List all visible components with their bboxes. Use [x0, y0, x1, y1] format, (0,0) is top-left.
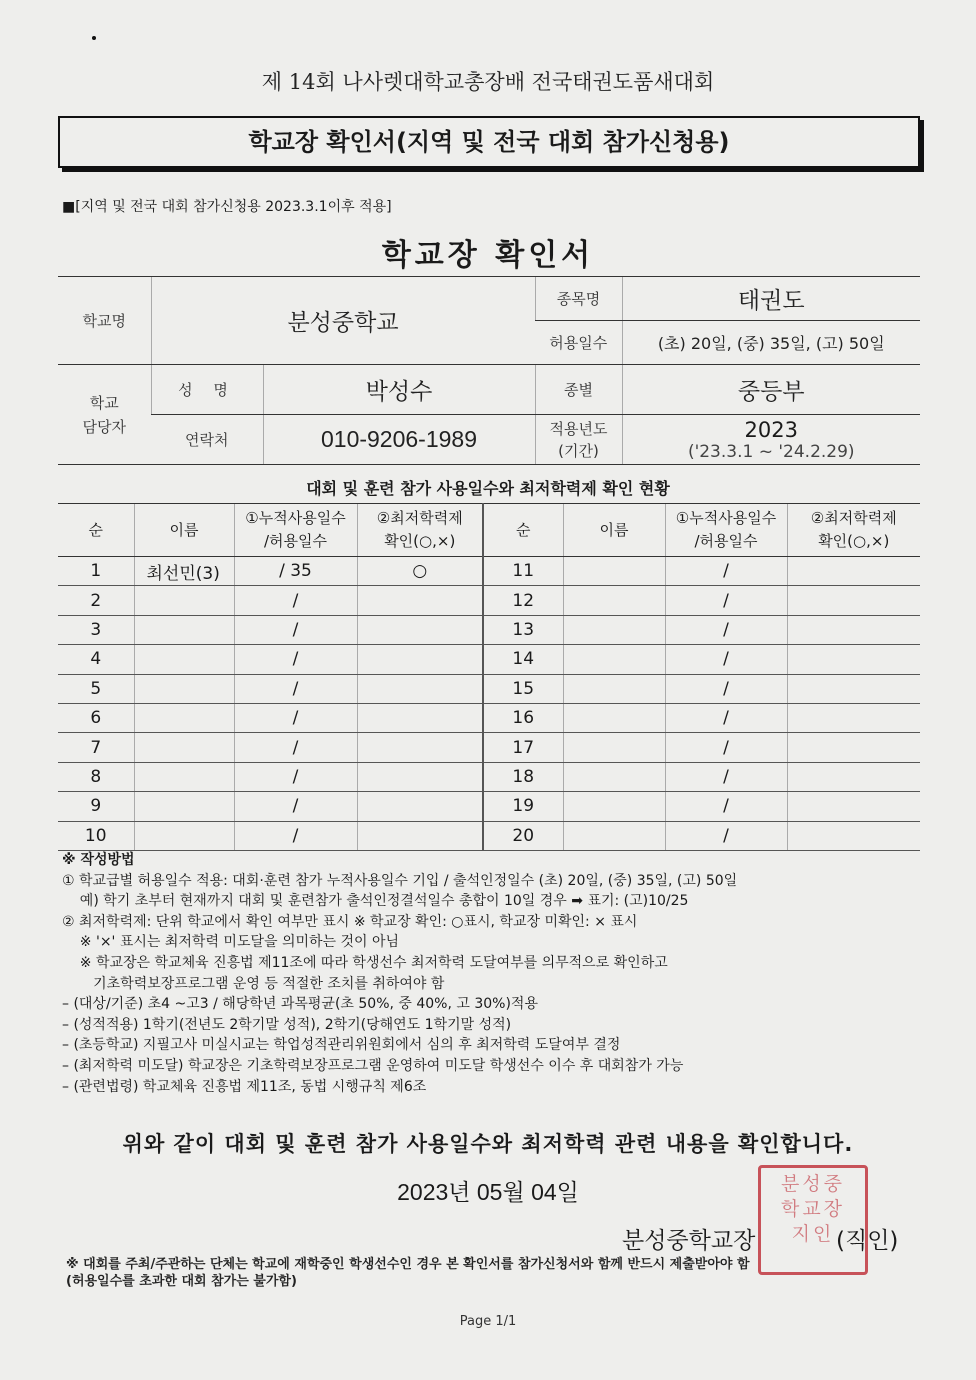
col-name: 이름	[134, 504, 234, 557]
row-name-2	[563, 674, 665, 703]
row-no: 6	[58, 703, 134, 732]
period-value: ('23.3.1 ~ '24.2.29)	[687, 441, 855, 462]
row-no-2: 19	[483, 792, 563, 821]
row-days-2: /	[665, 674, 787, 703]
applicability-note: ■[지역 및 전국 대회 참가신청용 2023.3.1이후 적용]	[62, 199, 392, 215]
school-info-table	[58, 276, 920, 465]
year-value: 2023	[744, 417, 798, 442]
row-no: 8	[58, 762, 134, 791]
row-no-2: 11	[483, 557, 563, 586]
row-days-2: /	[665, 586, 787, 615]
row-name	[134, 792, 234, 821]
instruction-line: – (초등학교) 지필고사 미실시교는 학업성적관리위원회에서 심의 후 최저학력 도달여부 결정	[62, 1037, 621, 1054]
row-name-2	[563, 792, 665, 821]
row-days-2: /	[665, 557, 787, 586]
row-name-2	[563, 733, 665, 762]
submission-footnote: ※ 대회를 주최/주관하는 단체는 학교에 재학중인 학생선수인 경우 본 확인서를 참가신청서와 함께 반드시 제출받아야 함 (허용일수를 초과한 대회 참가는 불가함)	[66, 1257, 750, 1289]
table-row	[58, 674, 920, 703]
row-grade-2	[787, 762, 920, 791]
row-grade	[357, 645, 483, 674]
row-no: 9	[58, 792, 134, 821]
row-name	[134, 821, 234, 850]
row-days: /	[234, 762, 357, 791]
col-no-2: 순	[483, 504, 563, 557]
row-days-2: /	[665, 645, 787, 674]
row-name-2	[563, 821, 665, 850]
row-grade	[357, 821, 483, 850]
col-name-2: 이름	[563, 504, 665, 557]
table-row	[58, 792, 920, 821]
category-label: 종별	[535, 365, 622, 415]
sport-value: 태권도	[622, 277, 920, 321]
row-no-2: 12	[483, 586, 563, 615]
instruction-line: – (대상/기준) 초4 ~고3 / 해당학년 과목평균(초 50%, 중 40%, 고 30%)적용	[62, 996, 538, 1013]
row-days-2: /	[665, 733, 787, 762]
row-days-2: /	[665, 615, 787, 644]
row-days-2: /	[665, 703, 787, 732]
row-no-2: 14	[483, 645, 563, 674]
table-row	[58, 645, 920, 674]
table-row	[58, 821, 920, 850]
official-seal: 분성중 학교장 지인	[758, 1165, 868, 1275]
instruction-line: 예) 학기 초부터 현재까지 대회 및 훈련참가 출석인정결석일수 총합이 10일 경우 ➡ 표기: (고)10/25	[62, 893, 689, 910]
participant-roster-table	[58, 503, 920, 851]
allowed-days-value: (초) 20일, (중) 35일, (고) 50일	[622, 321, 920, 365]
row-no-2: 15	[483, 674, 563, 703]
instruction-line: – (최저학력 미도달) 학교장은 기초학력보장프로그램 운영하여 미도달 학생선수 이수 후 대회참가 가능	[62, 1057, 684, 1074]
row-grade-2	[787, 674, 920, 703]
row-grade-2	[787, 615, 920, 644]
manager-label: 학교 담당자	[58, 365, 151, 465]
instructions-section	[62, 850, 922, 1097]
row-grade	[357, 792, 483, 821]
table-row	[58, 615, 920, 644]
instruction-line: ① 학교급별 허용일수 적용: 대회·훈련 참가 누적사용일수 기입 / 출석인정일수 (초) 20일, (중) 35일, (고) 50일	[62, 872, 738, 889]
row-no-2: 20	[483, 821, 563, 850]
row-no: 7	[58, 733, 134, 762]
row-no: 3	[58, 615, 134, 644]
row-grade-2	[787, 733, 920, 762]
row-no: 1	[58, 557, 134, 586]
school-name-value: 분성중학교	[151, 277, 535, 365]
row-days: /	[234, 792, 357, 821]
issue-date: 2023년 05월 04일	[397, 1179, 579, 1205]
row-name-2	[563, 557, 665, 586]
document-title: 학교장 확인서	[381, 238, 595, 273]
row-grade-2	[787, 703, 920, 732]
row-name-2	[563, 615, 665, 644]
allowed-days-label: 허용일수	[535, 321, 622, 365]
row-no-2: 17	[483, 733, 563, 762]
instruction-line: ※ 학교장은 학교체육 진흥법 제11조에 따라 학생선수 최저학력 도달여부를 의무적으로 확인하고	[62, 954, 668, 971]
school-name-label: 학교명	[58, 277, 151, 365]
row-name	[134, 615, 234, 644]
row-days: / 35	[234, 557, 357, 586]
row-no: 2	[58, 586, 134, 615]
year-cell	[622, 415, 920, 465]
row-no: 4	[58, 645, 134, 674]
row-name: 최선민(3)	[134, 557, 234, 586]
roster-body	[58, 557, 920, 851]
col-grade-2: ②최저학력제 확인(○,×)	[787, 504, 920, 557]
confirmation-statement: 위와 같이 대회 및 훈련 참가 사용일수와 최저학력 관련 내용을 확인합니다.	[122, 1132, 854, 1156]
table-row	[58, 586, 920, 615]
table-row	[58, 762, 920, 791]
instruction-line: 기초학력보장프로그램 운영 등 적절한 조치를 취하여야 함	[62, 975, 445, 992]
manager-name-value: 박성수	[263, 365, 535, 415]
row-grade	[357, 615, 483, 644]
manager-name-label: 성 명	[151, 365, 263, 415]
row-no: 5	[58, 674, 134, 703]
year-label: 적용년도 (기간)	[535, 415, 622, 465]
table-row	[58, 703, 920, 732]
row-name-2	[563, 645, 665, 674]
row-name	[134, 586, 234, 615]
col-no: 순	[58, 504, 134, 557]
col-days-2: ①누적사용일수 /허용일수	[665, 504, 787, 557]
table-row	[58, 733, 920, 762]
row-no-2: 13	[483, 615, 563, 644]
row-days: /	[234, 615, 357, 644]
form-banner: 학교장 확인서(지역 및 전국 대회 참가신청용)	[58, 116, 920, 168]
row-days: /	[234, 645, 357, 674]
principal-signature: 분성중학교장	[622, 1228, 756, 1254]
row-grade	[357, 762, 483, 791]
col-days: ①누적사용일수 /허용일수	[234, 504, 357, 557]
row-grade: ○	[357, 557, 483, 586]
row-days-2: /	[665, 792, 787, 821]
row-grade-2	[787, 821, 920, 850]
row-no: 10	[58, 821, 134, 850]
contact-label: 연락처	[151, 415, 263, 465]
row-days: /	[234, 586, 357, 615]
row-name	[134, 733, 234, 762]
seal-label: (직인)	[836, 1228, 899, 1254]
page-number: Page 1/1	[459, 1314, 517, 1329]
row-grade	[357, 674, 483, 703]
instruction-line: ※ '×' 표시는 최저학력 미도달을 의미하는 것이 아님	[62, 934, 400, 951]
contact-value: 010-9206-1989	[263, 415, 535, 465]
sport-label: 종목명	[535, 277, 622, 321]
row-no-2: 18	[483, 762, 563, 791]
row-name	[134, 703, 234, 732]
row-days-2: /	[665, 821, 787, 850]
row-days: /	[234, 674, 357, 703]
row-grade-2	[787, 792, 920, 821]
row-name-2	[563, 586, 665, 615]
table-row	[58, 557, 920, 586]
row-no-2: 16	[483, 703, 563, 732]
row-grade	[357, 586, 483, 615]
row-grade	[357, 733, 483, 762]
row-grade-2	[787, 645, 920, 674]
row-days: /	[234, 733, 357, 762]
category-value: 중등부	[622, 365, 920, 415]
row-grade-2	[787, 557, 920, 586]
instruction-line: – (성적적용) 1학기(전년도 2학기말 성적), 2학기(당해연도 1학기말 성적)	[62, 1016, 512, 1033]
row-name-2	[563, 703, 665, 732]
row-grade	[357, 703, 483, 732]
col-grade: ②최저학력제 확인(○,×)	[357, 504, 483, 557]
row-name-2	[563, 762, 665, 791]
scan-speck	[92, 36, 96, 40]
row-name	[134, 674, 234, 703]
instruction-line: ② 최저학력제: 단위 학교에서 확인 여부만 표시 ※ 학교장 확인: ○표시, 학교장 미확인: × 표시	[62, 913, 638, 930]
row-days-2: /	[665, 762, 787, 791]
instructions-heading: ※ 작성방법	[62, 852, 135, 868]
contest-title: 제 14회 나사렛대학교총장배 전국태권도품새대회	[261, 70, 715, 94]
row-days: /	[234, 703, 357, 732]
row-grade-2	[787, 586, 920, 615]
instruction-line: – (관련법령) 학교체육 진흥법 제11조, 동법 시행규칙 제6조	[62, 1078, 427, 1095]
roster-heading: 대회 및 훈련 참가 사용일수와 최저학력제 확인 현황	[306, 479, 670, 498]
row-name	[134, 645, 234, 674]
row-name	[134, 762, 234, 791]
row-days: /	[234, 821, 357, 850]
